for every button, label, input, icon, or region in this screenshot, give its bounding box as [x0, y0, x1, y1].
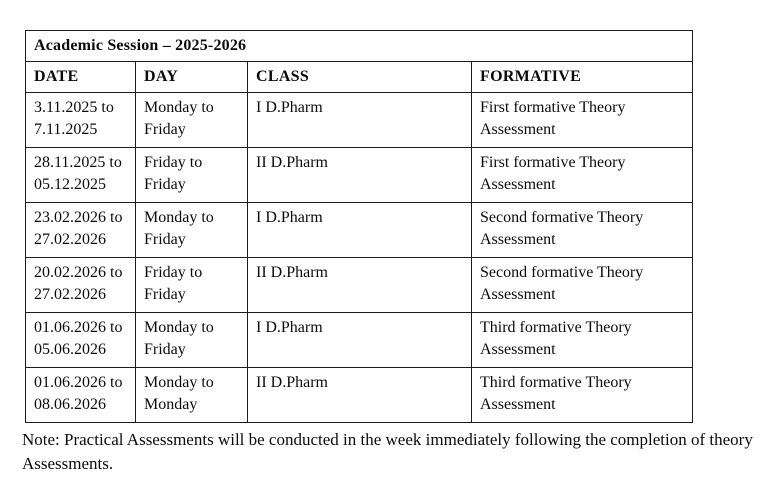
column-header-day: DAY [136, 62, 248, 93]
cell-class: II D.Pharm [248, 148, 472, 203]
cell-formative: First formative Theory Assessment [472, 93, 693, 148]
cell-date: 3.11.2025 to 7.11.2025 [26, 93, 136, 148]
footnote: Note: Practical Assessments will be conducted in the week immediately following the completion of theory Assessments. [22, 430, 753, 473]
cell-formative: Second formative Theory Assessment [472, 203, 693, 258]
column-header-formative: FORMATIVE [472, 62, 693, 93]
cell-class: I D.Pharm [248, 203, 472, 258]
cell-formative: Second formative Theory Assessment [472, 258, 693, 313]
table-title-row [26, 31, 693, 62]
cell-date: 23.02.2026 to 27.02.2026 [26, 203, 136, 258]
table-row [26, 313, 693, 368]
cell-day: Monday to Friday [136, 93, 248, 148]
cell-formative: Third formative Theory Assessment [472, 313, 693, 368]
cell-formative: First formative Theory Assessment [472, 148, 693, 203]
cell-day: Friday to Friday [136, 148, 248, 203]
cell-class: I D.Pharm [248, 93, 472, 148]
table-title: Academic Session – 2025-2026 [26, 31, 693, 62]
table-header-row [26, 62, 693, 93]
cell-formative: Third formative Theory Assessment [472, 368, 693, 423]
table-row [26, 148, 693, 203]
cell-date: 01.06.2026 to 05.06.2026 [26, 313, 136, 368]
assessment-schedule-table [25, 30, 693, 423]
cell-class: II D.Pharm [248, 368, 472, 423]
cell-day: Friday to Friday [136, 258, 248, 313]
document-page [0, 30, 768, 493]
cell-day: Monday to Monday [136, 368, 248, 423]
table-row [26, 368, 693, 423]
column-header-date: DATE [26, 62, 136, 93]
table-row [26, 203, 693, 258]
column-header-class: CLASS [248, 62, 472, 93]
cell-class: I D.Pharm [248, 313, 472, 368]
cell-date: 28.11.2025 to 05.12.2025 [26, 148, 136, 203]
cell-date: 01.06.2026 to 08.06.2026 [26, 368, 136, 423]
cell-date: 20.02.2026 to 27.02.2026 [26, 258, 136, 313]
cell-day: Monday to Friday [136, 313, 248, 368]
table-row [26, 258, 693, 313]
cell-class: II D.Pharm [248, 258, 472, 313]
cell-day: Monday to Friday [136, 203, 248, 258]
table-row [26, 93, 693, 148]
